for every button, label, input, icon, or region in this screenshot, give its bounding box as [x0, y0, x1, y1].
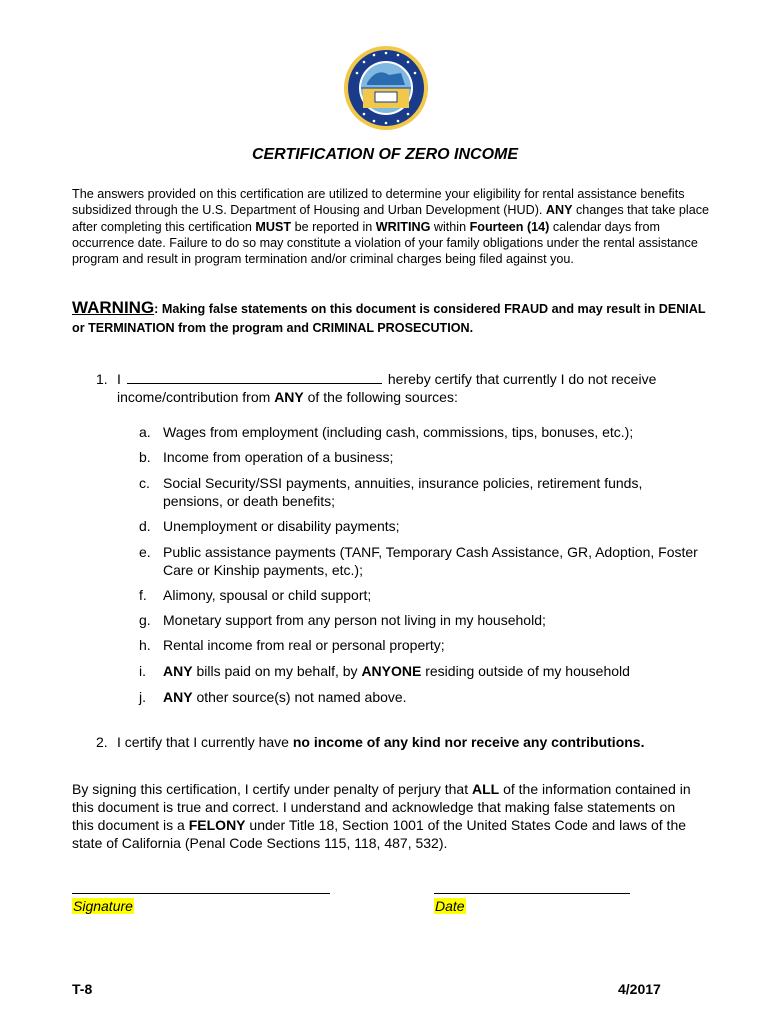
revision-date: 4/2017: [618, 981, 661, 997]
warning-label: WARNING: [72, 298, 155, 317]
source-item: g. Monetary support from any person not living in my household;: [139, 612, 546, 628]
certification-item-2: 2. I certify that I currently have no income of any kind nor receive any contributions.: [96, 734, 645, 750]
signature-line[interactable]: [72, 893, 330, 894]
source-item: j. ANY other source(s) not named above.: [139, 689, 407, 705]
warning-text: : Making false statements on this document is considered FRAUD and may result in DENIAL or TERMINATION from the program and CRIMINAL PROSECUTION.: [72, 302, 706, 335]
signature-label: Signature: [73, 898, 133, 914]
item-number: 1.: [96, 371, 108, 387]
name-blank-field[interactable]: [127, 370, 382, 384]
date-label: Date: [435, 898, 465, 914]
warning-notice: [72, 298, 712, 338]
source-item: i. ANY bills paid on my behalf, by ANYONE residing outside of my household: [139, 663, 630, 679]
city-seal-icon: [343, 45, 429, 131]
source-item: f. Alimony, spousal or child support;: [139, 587, 372, 603]
source-item: b. Income from operation of a business;: [139, 449, 394, 465]
source-item: h. Rental income from real or personal property;: [139, 637, 445, 653]
form-code: T-8: [72, 981, 93, 997]
source-item: d. Unemployment or disability payments;: [139, 518, 400, 534]
source-item: a. Wages from employment (including cash, commissions, tips, bonuses, etc.);: [139, 424, 634, 440]
source-item: c. Social Security/SSI payments, annuities, insurance policies, retirement funds, pensions, or death benefits;: [139, 475, 643, 509]
date-line[interactable]: [434, 893, 630, 894]
certification-item-1: 1. I hereby certify that currently I do not receive income/contribution from ANY of the following sources:: [96, 371, 657, 405]
source-item: e. Public assistance payments (TANF, Temporary Cash Assistance, GR, Adoption, Foster Care or Kinship payments, etc.);: [139, 544, 698, 578]
page-title: CERTIFICATION OF ZERO INCOME: [251, 146, 519, 163]
item-number: 2.: [96, 734, 108, 750]
perjury-statement: By signing this certification, I certify under penalty of perjury that ALL of the information contained in this document is true and correct. I understand and acknowledge that making false statements on this document is a FELONY under Title 18, Section 1001 of the United States Code and laws of the state of California (Penal Code Sections 115, 118, 487, 532).: [72, 781, 691, 851]
intro-paragraph: The answers provided on this certification are utilized to determine your eligibility for rental assistance benefits subsidized through the U.S. Department of Housing and Urban Development (HUD). ANY changes that take place after completing this certification MUST be reported in WRITING within Fourteen (14) calendar days from occurrence date. Failure to do so may constitute a violation of your family obligations under the rental assistance program and result in program termination and/or criminal charges being filed against you.: [72, 187, 710, 267]
